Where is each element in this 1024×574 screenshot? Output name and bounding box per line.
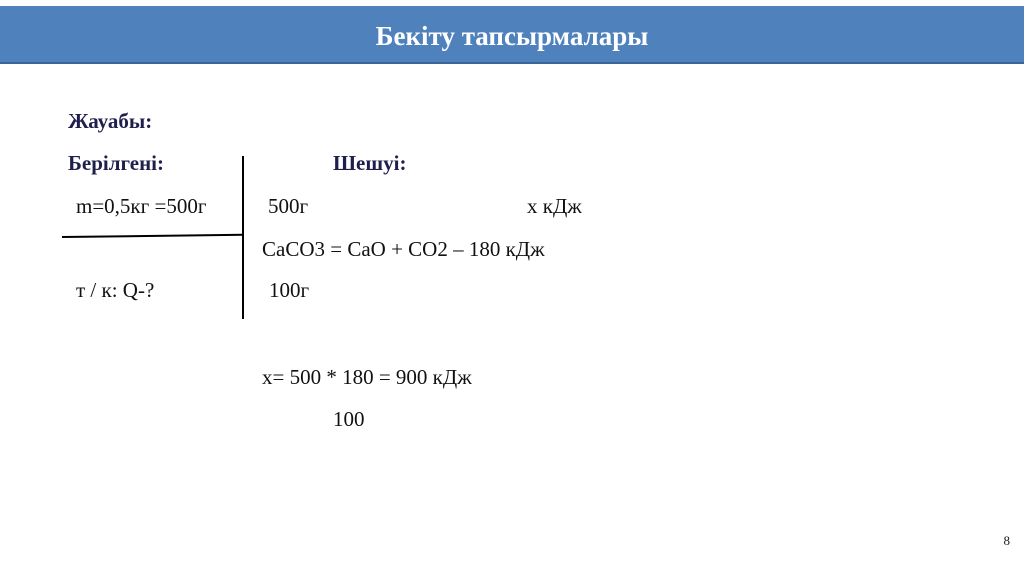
given-label: Берілгені: [68, 151, 165, 175]
find-label: т / к: Q-? [76, 278, 155, 302]
unknown-above-formula: x кДж [527, 194, 582, 218]
title-bar [0, 6, 1024, 64]
answer-label: Жауабы: [68, 109, 153, 133]
given-divider-vertical [242, 156, 244, 319]
calculation-line: x= 500 * 180 = 900 кДж [262, 365, 472, 389]
molar-mass-below: 100г [269, 278, 310, 302]
calculation-denominator: 100 [333, 407, 365, 431]
solution-label: Шешуі: [333, 151, 407, 175]
reaction-equation: CaCO3 = CaO + CO2 – 180 кДж [262, 237, 545, 261]
given-divider-horizontal [62, 234, 244, 238]
mass-above-formula: 500г [268, 194, 309, 218]
given-mass: m=0,5кг =500г [76, 194, 207, 218]
page-number: 8 [1003, 533, 1010, 548]
slide-title: Бекіту тапсырмалары [375, 21, 649, 51]
